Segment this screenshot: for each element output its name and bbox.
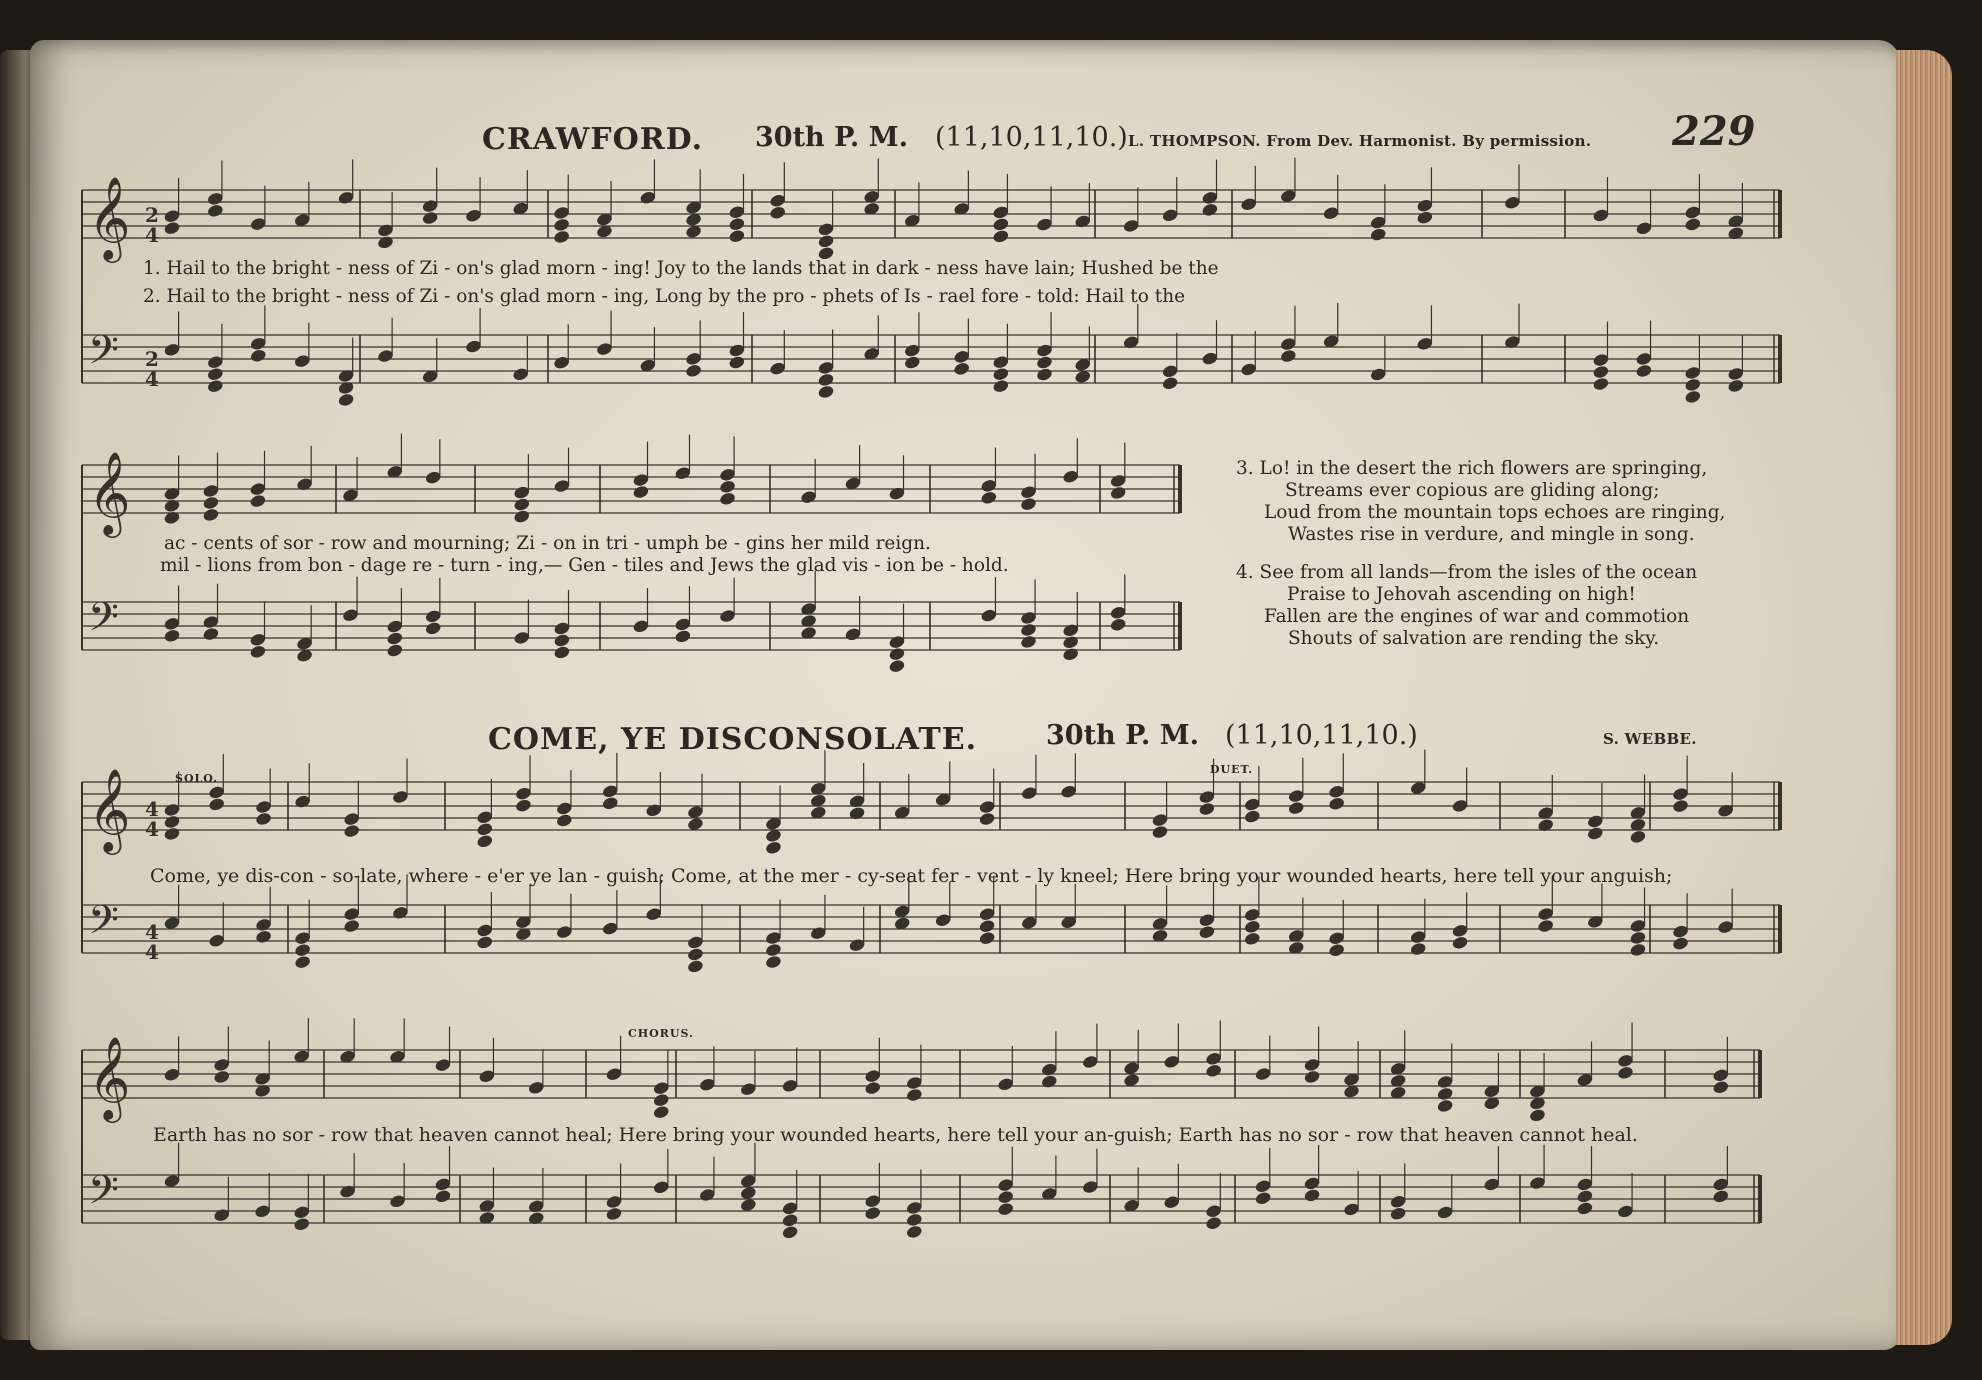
note-head: [992, 379, 1010, 394]
note-head: [978, 919, 996, 934]
disconsolate-system2-treble-clef-icon: 𝄞: [88, 1035, 131, 1119]
note-head: [553, 217, 571, 232]
syllables-disconsolate: (11,10,11,10.): [1225, 720, 1418, 751]
chorus-marking: CHORUS.: [628, 1027, 694, 1040]
note-head: [476, 834, 494, 849]
note-head: [202, 507, 220, 522]
note-head: [206, 379, 224, 394]
note-head: [652, 1093, 670, 1108]
meter-disconsolate: 30th P. M.: [1046, 720, 1199, 751]
note-head: [1303, 1069, 1321, 1084]
note-head: [1684, 217, 1702, 232]
note-head: [769, 205, 787, 220]
note-head: [992, 367, 1010, 382]
note-head: [202, 495, 220, 510]
note-head: [1328, 943, 1346, 958]
note-head: [208, 797, 226, 812]
note-head: [343, 918, 361, 933]
note-head: [1451, 935, 1469, 950]
note-head: [553, 229, 571, 244]
syllables-crawford: (11,10,11,10.): [935, 122, 1128, 153]
note-head: [687, 947, 705, 962]
lyrics-disconsolate-line2: Earth has no sor - row that heaven cannot heal; Here bring your wounded hearts, here tell your an-guish; Earth has no sor - row that heaven cannot heal.: [153, 1124, 1638, 1146]
note-head: [1672, 936, 1690, 951]
note-head: [1436, 1098, 1454, 1113]
note-head: [1205, 1063, 1223, 1078]
meter-crawford: 30th P. M.: [755, 122, 908, 153]
note-head: [997, 1202, 1015, 1217]
note-head: [1436, 1086, 1454, 1101]
note-head: [1629, 829, 1647, 844]
note-head: [1040, 1074, 1058, 1089]
note-head: [765, 840, 783, 855]
note-head: [249, 348, 267, 363]
note-head: [1201, 202, 1219, 217]
note-head: [781, 1213, 799, 1228]
note-head: [864, 1206, 882, 1221]
page-number: 229: [1672, 108, 1756, 155]
note-head: [1537, 918, 1555, 933]
crawford-system1-bass-clef-icon: 𝄢: [88, 327, 119, 383]
note-head: [163, 628, 181, 643]
note-head: [386, 643, 404, 658]
note-head: [1020, 497, 1038, 512]
disconsolate-system1-treble-clef-icon: 𝄞: [88, 767, 131, 851]
note-head: [255, 811, 273, 826]
note-head: [553, 633, 571, 648]
note-head: [728, 217, 746, 232]
time-signature-numerator: 2: [145, 203, 159, 227]
note-head: [555, 813, 573, 828]
time-signature-denominator: 4: [145, 817, 159, 841]
duet-marking: DUET.: [1210, 763, 1254, 776]
time-signature-denominator: 4: [145, 940, 159, 964]
note-head: [553, 645, 571, 660]
note-head: [728, 229, 746, 244]
lyrics-crawford-line1-verse2: 2. Hail to the bright - ness of Zi - on's glad morn - ing, Long by the pro - phets of Is - rael fore - told: Hail to the: [143, 286, 1186, 307]
note-head: [978, 811, 996, 826]
note-head: [1389, 1206, 1407, 1221]
note-head: [781, 1225, 799, 1240]
note-head: [1198, 925, 1216, 940]
note-head: [1062, 635, 1080, 650]
note-head: [888, 647, 906, 662]
note-head: [434, 1189, 452, 1204]
note-head: [905, 1087, 923, 1102]
note-head: [343, 823, 361, 838]
time-signature-denominator: 4: [145, 223, 159, 247]
note-head: [1036, 355, 1054, 370]
note-head: [1576, 1201, 1594, 1216]
note-head: [632, 484, 650, 499]
note-head: [817, 372, 835, 387]
lyrics-crawford-line2-verse2: mil - lions from bon - dage re - turn - ing,— Gen - tiles and Jews the glad vis - ion be - hold.: [160, 555, 1009, 576]
verse4-line1: 4. See from all lands—from the isles of the ocean: [1236, 562, 1698, 583]
note-head: [1712, 1189, 1730, 1204]
note-head: [992, 217, 1010, 232]
note-head: [817, 384, 835, 399]
note-head: [719, 491, 737, 506]
note-head: [1529, 1108, 1547, 1123]
note-head: [674, 629, 692, 644]
note-head: [765, 942, 783, 957]
note-head: [1635, 363, 1653, 378]
note-head: [206, 203, 224, 218]
note-head: [163, 221, 181, 236]
note-head: [997, 1190, 1015, 1205]
note-head: [1328, 796, 1346, 811]
note-head: [1586, 826, 1604, 841]
note-head: [728, 355, 746, 370]
note-head: [719, 479, 737, 494]
crawford-system2-treble-clef-icon: 𝄞: [88, 450, 131, 534]
note-head: [1684, 389, 1702, 404]
hymn-title-disconsolate: COME, YE DISCONSOLATE.: [488, 722, 978, 757]
note-head: [1198, 801, 1216, 816]
note-head: [980, 490, 998, 505]
note-head: [202, 626, 220, 641]
note-head: [249, 644, 267, 659]
note-head: [1287, 800, 1305, 815]
note-head: [903, 355, 921, 370]
note-head: [163, 826, 181, 841]
solo-marking: SOLO.: [175, 772, 219, 785]
note-head: [1629, 942, 1647, 957]
note-head: [476, 822, 494, 837]
disconsolate-system1-bass-clef-icon: 𝄢: [88, 897, 119, 953]
note-head: [1020, 634, 1038, 649]
verse3-line3: Loud from the mountain tops echoes are ringing,: [1264, 502, 1726, 523]
lyrics-disconsolate-line1: Come, ye dis-con - so-late, where - e'er ye lan - guish; Come, at the mer - cy-seat fer - vent - ly kneel; Here bring your wounded hearts, here tell your anguish;: [150, 865, 1673, 887]
verse4-line4: Shouts of salvation are rending the sky.: [1288, 628, 1660, 649]
verse4-line3: Fallen are the engines of war and commotion: [1264, 606, 1690, 627]
note-head: [1629, 930, 1647, 945]
composer-crawford: L. THOMPSON. From Dev. Harmonist. By permission.: [1128, 132, 1592, 150]
time-signature-numerator: 2: [145, 347, 159, 371]
note-head: [1254, 1191, 1272, 1206]
verse3-line2: Streams ever copious are gliding along;: [1285, 480, 1660, 501]
note-head: [1672, 799, 1690, 814]
note-head: [1020, 622, 1038, 637]
time-signature-numerator: 4: [145, 797, 159, 821]
note-head: [1727, 378, 1745, 393]
note-head: [978, 931, 996, 946]
note-head: [1369, 227, 1387, 242]
note-head: [1592, 376, 1610, 391]
note-head: [206, 367, 224, 382]
note-head: [1205, 1216, 1223, 1231]
disconsolate-system2-bass-clef-icon: 𝄢: [88, 1167, 119, 1223]
note-head: [424, 621, 442, 636]
note-head: [515, 798, 533, 813]
note-head: [513, 497, 531, 512]
note-head: [905, 1224, 923, 1239]
note-head: [953, 361, 971, 376]
note-head: [1109, 485, 1127, 500]
note-head: [386, 631, 404, 646]
note-head: [1109, 617, 1127, 632]
note-head: [1416, 210, 1434, 225]
note-head: [527, 1211, 545, 1226]
note-head: [294, 943, 312, 958]
note-head: [992, 229, 1010, 244]
note-head: [293, 1217, 311, 1232]
note-head: [1617, 1065, 1635, 1080]
note-head: [687, 959, 705, 974]
lyrics-crawford-line1-verse1: 1. Hail to the bright - ness of Zi - on's glad morn - ing! Joy to the lands that in dark - ness have lain; Hushed be the: [143, 258, 1219, 279]
note-head: [255, 929, 273, 944]
verse3-line4: Wastes rise in verdure, and mingle in song.: [1288, 524, 1695, 545]
note-head: [1151, 824, 1169, 839]
note-head: [163, 814, 181, 829]
note-head: [765, 954, 783, 969]
note-head: [213, 1069, 231, 1084]
note-head: [817, 234, 835, 249]
note-head: [294, 955, 312, 970]
note-head: [1243, 931, 1261, 946]
note-head: [1303, 1188, 1321, 1203]
note-head: [1712, 1080, 1730, 1095]
note-head: [421, 210, 439, 225]
composer-disconsolate: S. WEBBE.: [1603, 730, 1697, 748]
note-head: [249, 493, 267, 508]
note-head: [848, 806, 866, 821]
note-head: [605, 1206, 623, 1221]
note-head: [601, 796, 619, 811]
verse4-line2: Praise to Jehovah ascending on high!: [1287, 584, 1636, 605]
note-head: [513, 509, 531, 524]
note-head: [1592, 364, 1610, 379]
note-head: [1409, 941, 1427, 956]
note-head: [1036, 367, 1054, 382]
crawford-system2-bass-clef-icon: 𝄢: [88, 594, 119, 650]
note-head: [1684, 377, 1702, 392]
note-head: [1161, 376, 1179, 391]
hymn-title-crawford: CRAWFORD.: [482, 122, 704, 157]
note-head: [864, 1080, 882, 1095]
note-head: [1243, 809, 1261, 824]
note-head: [476, 935, 494, 950]
note-head: [1576, 1189, 1594, 1204]
note-head: [685, 363, 703, 378]
note-head: [1243, 919, 1261, 934]
note-head: [1279, 348, 1297, 363]
note-head: [377, 235, 395, 250]
time-signature-numerator: 4: [145, 920, 159, 944]
crawford-system1-treble-clef-icon: 𝄞: [88, 175, 131, 259]
note-head: [652, 1105, 670, 1120]
note-head: [905, 1212, 923, 1227]
time-signature-denominator: 4: [145, 367, 159, 391]
note-head: [337, 392, 355, 407]
note-head: [888, 659, 906, 674]
note-head: [1062, 647, 1080, 662]
lyrics-crawford-line2-verse1: ac - cents of sor - row and mourning; Zi - on in tri - umph be - gins her mild reign.: [164, 533, 931, 554]
verse3-line1: 3. Lo! in the desert the rich flowers are springing,: [1236, 458, 1708, 479]
